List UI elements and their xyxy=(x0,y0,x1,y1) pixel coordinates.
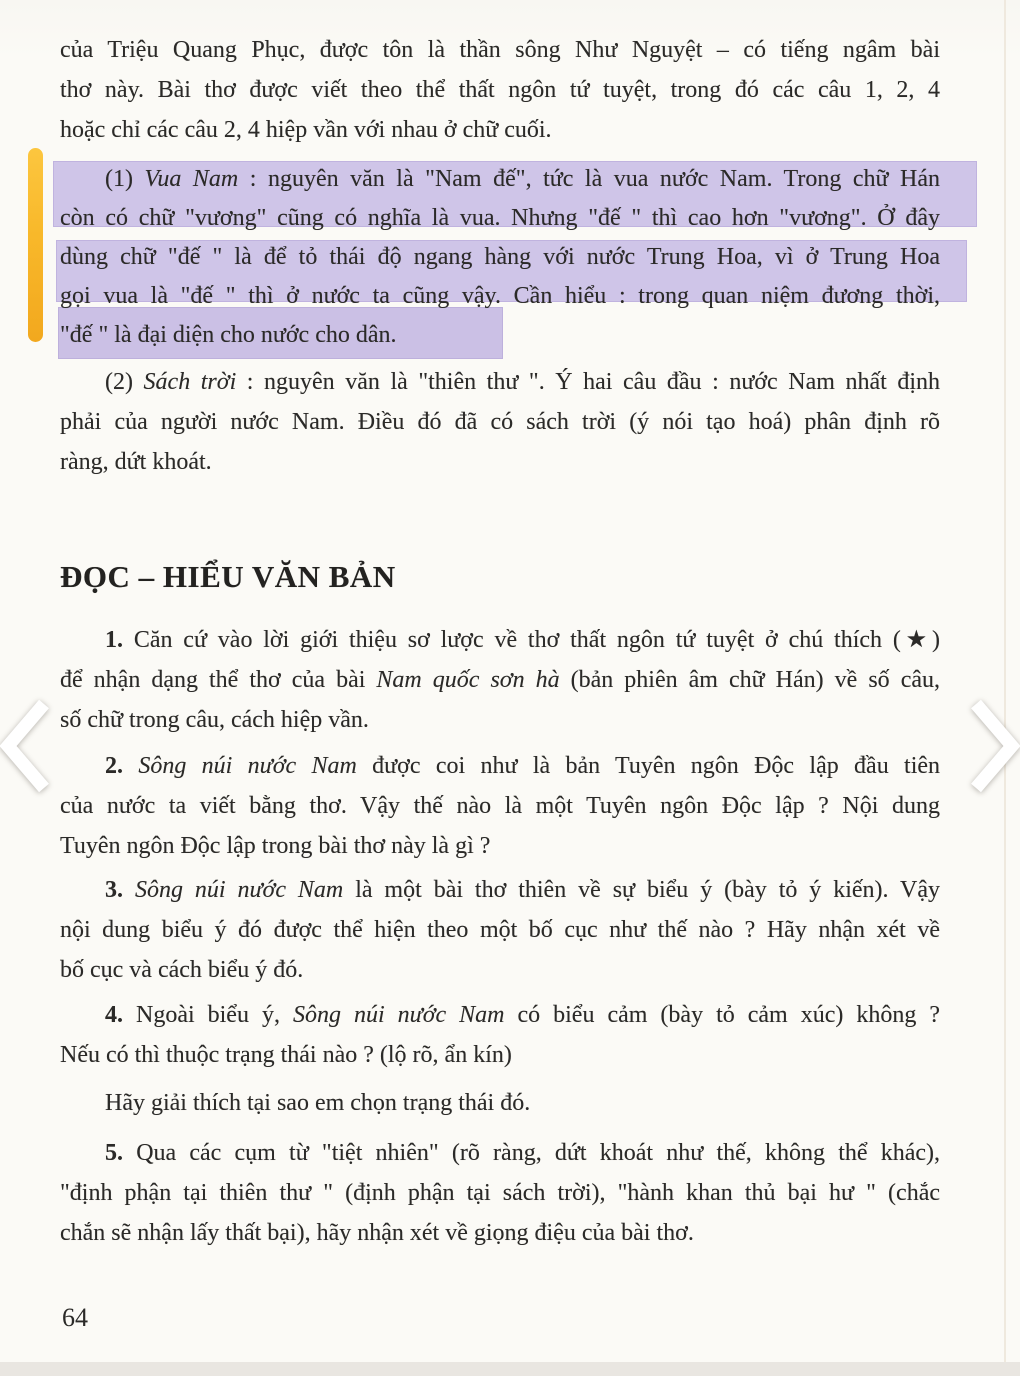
section-heading: ĐỌC – HIỂU VĂN BẢN xyxy=(60,558,396,594)
text-line: 2. Sông núi nước Nam được coi như là bản Tuyên ngôn Độc lập đầu tiên xyxy=(105,753,941,779)
text-line: ràng, dứt khoát. xyxy=(60,449,212,475)
text-line: Hãy giải thích tại sao em chọn trạng thái đó. xyxy=(105,1090,531,1116)
text-line: Tuyên ngôn Độc lập trong bài thơ này là gì ? xyxy=(60,833,491,859)
question-4-followup xyxy=(60,1083,940,1123)
text-line: số chữ trong câu, cách hiệp vần. xyxy=(60,707,369,733)
intro-paragraph xyxy=(60,30,940,150)
text-line: nội dung biểu ý đó được thể hiện theo một bố cục như thế nào ? Hãy nhận xét về xyxy=(60,917,940,943)
page-edge-line xyxy=(1004,0,1006,1362)
question-1 xyxy=(60,620,940,740)
text-line: 3. Sông núi nước Nam là một bài thơ thiên về sự biểu ý (bày tỏ ý kiến). Vậy xyxy=(105,877,941,903)
text-line: phải của người nước Nam. Điều đó đã có sách trời (ý nói tạo hoá) phân định rõ xyxy=(60,409,940,435)
text-line: thơ này. Bài thơ được viết theo thể thất ngôn tứ tuyệt, trong đó các câu 1, 2, 4 xyxy=(60,77,940,103)
question-2 xyxy=(60,746,940,866)
text-line: hoặc chỉ các câu 2, 4 hiệp vần với nhau ở chữ cuối. xyxy=(60,117,552,143)
text-line: 5. Qua các cụm từ "tiệt nhiên" (rõ ràng, dứt khoát như thế, không thể khác), xyxy=(105,1140,940,1166)
text-line: (1) Vua Nam : nguyên văn là "Nam đế", tức là vua nước Nam. Trong chữ Hán xyxy=(105,166,941,192)
text-line: bố cục và cách biểu ý đó. xyxy=(60,957,304,983)
text-line: "đế " là đại diện cho nước cho dân. xyxy=(60,322,397,348)
text-line: 4. Ngoài biểu ý, Sông núi nước Nam có biểu cảm (bày tỏ cảm xúc) không ? xyxy=(105,1002,940,1028)
prev-page-button[interactable] xyxy=(0,696,56,796)
text-line: chắn sẽ nhận lấy thất bại), hãy nhận xét về giọng điệu của bài thơ. xyxy=(60,1220,694,1246)
footer-strip xyxy=(0,1362,1020,1376)
page-number: 64 xyxy=(62,1303,88,1332)
text-line: Nếu có thì thuộc trạng thái nào ? (lộ rõ, ẩn kín) xyxy=(60,1042,512,1068)
next-page-button[interactable] xyxy=(964,696,1020,796)
text-line: 1. Căn cứ vào lời giới thiệu sơ lược về thơ thất ngôn tứ tuyệt ở chú thích (★) xyxy=(105,627,940,653)
question-3 xyxy=(60,870,940,990)
text-line: của Triệu Quang Phục, được tôn là thần sông Như Nguyệt – có tiếng ngâm bài xyxy=(60,37,940,63)
text-line: gọi vua là "đế " thì ở nước ta cũng vậy. Cần hiểu : trong quan niệm đương thời, xyxy=(60,283,940,309)
note-1-vua-nam xyxy=(60,160,940,355)
text-line: của nước ta viết bằng thơ. Vậy thế nào là một Tuyên ngôn Độc lập ? Nội dung xyxy=(60,793,940,819)
text-line: dùng chữ "đế " là để tỏ thái độ ngang hàng với nước Trung Hoa, vì ở Trung Hoa xyxy=(60,244,940,270)
text-line: (2) Sách trời : nguyên văn là "thiên thư ". Ý hai câu đầu : nước Nam nhất định xyxy=(105,369,941,395)
text-line: để nhận dạng thể thơ của bài Nam quốc sơn hà (bản phiên âm chữ Hán) về số câu, xyxy=(60,667,941,693)
note-2-sach-troi xyxy=(60,362,940,482)
question-4 xyxy=(60,995,940,1075)
chevron-left-icon xyxy=(0,696,56,796)
text-line: còn có chữ "vương" cũng có nghĩa là vua. Nhưng "đế " thì cao hơn "vương". Ở đây xyxy=(60,205,940,231)
chevron-right-icon xyxy=(964,696,1020,796)
highlight-marker-bar xyxy=(28,148,43,342)
text-line: "định phận tại thiên thư " (định phận tại sách trời), "hành khan thủ bại hư " (chắc xyxy=(60,1180,940,1206)
question-5 xyxy=(60,1133,940,1253)
